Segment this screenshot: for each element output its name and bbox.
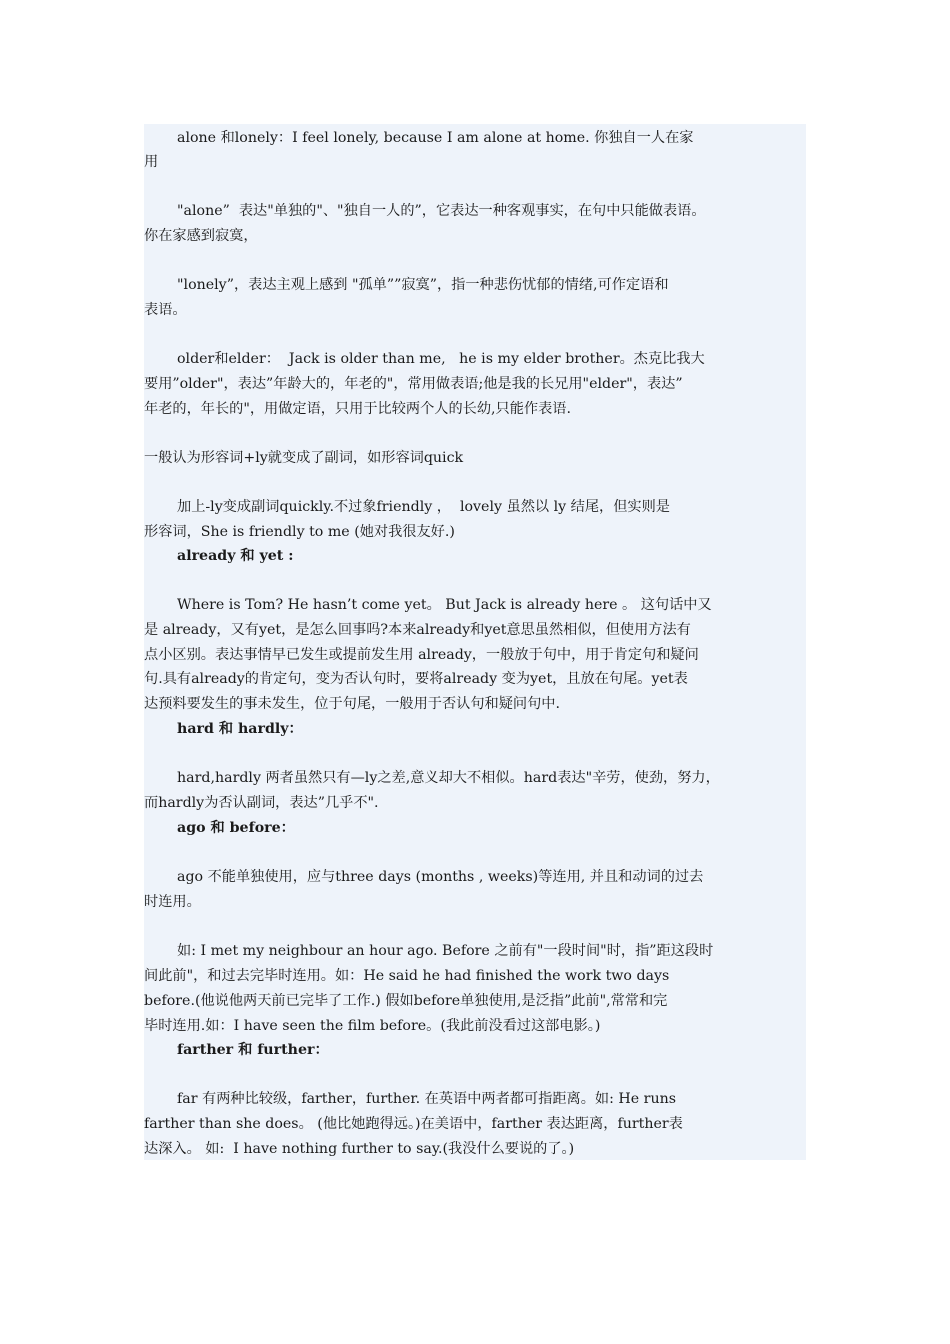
paragraph-lonely-line-2: 表语。: [144, 302, 187, 318]
paragraph-before-line-2: 间此前"，和过去完毕时连用。如：He said he had finished the work two days: [144, 968, 670, 984]
heading-already-yet: already 和 yet :: [177, 548, 294, 564]
heading-farther-further: farther 和 further：: [177, 1042, 329, 1058]
heading-ago-before: ago 和 before：: [177, 820, 295, 836]
paragraph-hard-hardly-line-2: 而hardly为否认副词，表达”几乎不".: [144, 795, 379, 811]
paragraph-before-line-1: 如: I met my neighbour an hour ago. Before 之前有"一段时间"时，指”距这段时: [177, 943, 714, 959]
paragraph-before-line-4: 毕时连用.如：I have seen the film before。(我此前没看过这部电影。): [144, 1018, 601, 1034]
paragraph-alone-line-2: 你在家感到寂寞，: [144, 228, 258, 244]
paragraph-alone-lonely-line-2: 用: [144, 154, 159, 170]
paragraph-already-yet-line-5: 达预料要发生的事未发生，位于句尾，一般用于否认句和疑问句中.: [144, 696, 560, 712]
paragraph-already-yet-line-4: 句.具有already的肯定句，变为否认句时，要将already 变为yet，且放在句尾。yet表: [144, 671, 688, 687]
paragraph-already-yet-line-1: Where is Tom? He hasn’t come yet。 But Jack is already here 。 这句话中又: [177, 597, 712, 613]
paragraph-older-elder-line-3: 年老的，年长的"，用做定语，只用于比较两个人的长幼,只能作表语.: [144, 401, 571, 417]
paragraph-already-yet-line-3: 点小区别。表达事情早已发生或提前发生用 already，一般放于句中，用于肯定句和疑问: [144, 647, 699, 663]
paragraph-ago-line-1: ago 不能单独使用，应与three days (months , weeks)等连用, 并且和动词的过去: [177, 869, 704, 885]
paragraph-already-yet-line-2: 是 already，又有yet，是怎么回事吗?本来already和yet意思虽然相似，但使用方法有: [144, 622, 691, 638]
paragraph-alone-lonely-line-1: alone 和lonely：I feel lonely, because I am alone at home. 你独自一人在家: [177, 130, 694, 146]
heading-hard-hardly: hard 和 hardly：: [177, 721, 303, 737]
paragraph-hard-hardly-line-1: hard,hardly 两者虽然只有—ly之差,意义却大不相似。hard表达"辛劳，使劲，努力，: [177, 770, 720, 786]
paragraph-farther-further-line-3: 达深入。 如: I have nothing further to say.(我没什么要说的了。): [144, 1141, 575, 1157]
paragraph-before-line-3: before.(他说他两天前已完毕了工作.) 假如before单独使用,是泛指”此前",常常和完: [144, 993, 668, 1009]
document-text-block: [144, 124, 806, 1160]
paragraph-friendly-line-2: 形容词，She is friendly to me (她对我很友好.): [144, 524, 455, 540]
paragraph-older-elder-line-2: 要用”older"，表达”年龄大的，年老的"，常用做表语;他是我的长兄用"elder"，表达”: [144, 376, 683, 392]
paragraph-farther-further-line-1: far 有两种比较级，farther，further. 在英语中两者都可指距离。如: He runs: [177, 1091, 677, 1107]
paragraph-friendly-line-1: 加上-ly变成副词quickly.不过象friendly ， lovely 虽然以 ly 结尾，但实则是: [177, 499, 670, 515]
paragraph-older-elder-line-1: older和elder： Jack is older than me, he is my elder brother。杰克比我大: [177, 351, 705, 367]
paragraph-lonely-line-1: "lonely”，表达主观上感到 "孤单””寂寞”，指一种悲伤忧郁的情绪,可作定语和: [177, 277, 669, 293]
paragraph-ago-line-2: 时连用。: [144, 894, 201, 910]
paragraph-farther-further-line-2: farther than she does。 (他比她跑得远。)在美语中，farther 表达距离，further表: [144, 1116, 683, 1132]
paragraph-adverb-line-1: 一般认为形容词+ly就变成了副词，如形容词quick: [144, 450, 464, 466]
paragraph-alone-line-1: "alone” 表达"单独的"、"独自一人的”，它表达一种客观事实，在句中只能做表语。: [177, 203, 706, 219]
